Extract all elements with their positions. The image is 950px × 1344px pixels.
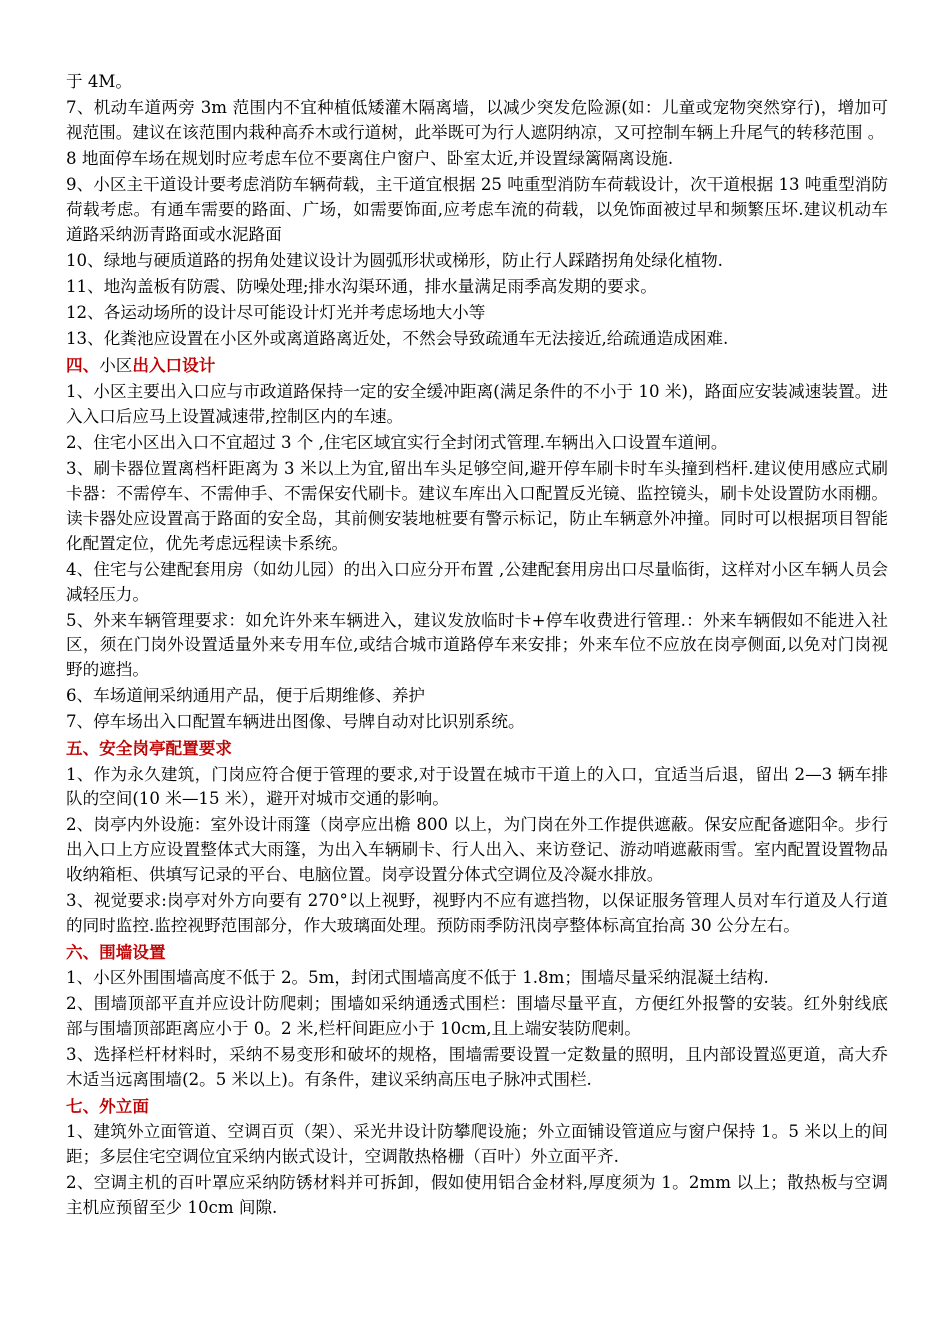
paragraph: 1、作为永久建筑，门岗应符合便于管理的要求,对于设置在城市干道上的入口，宜适当后退，留出 2—3 辆车排队的空间(10 米—15 米），避开对城市交通的影响。 <box>66 764 888 809</box>
paragraph: 2、岗亭内外设施：室外设计雨篷（岗亭应出檐 800 以上，为门岗在外工作提供遮蔽。保安应配备遮阳伞。步行出入口上方应设置整体式大雨篷，为出入车辆刷卡、行人出入、来访登记、游动哨遮蔽雨雪。室内配置设置物品收纳箱柜、供填写记录的平台、电脑位置。岗亭设置分体式空调位及冷凝水排放。 <box>66 815 888 885</box>
paragraph: 7、停车场出入口配置车辆进出图像、号牌自动对比识别系统。 <box>66 712 525 732</box>
paragraph: 2、空调主机的百叶罩应采纳防锈材料并可拆卸，假如使用铝合金材料,厚度须为 1。2mm 以上；散热板与空调主机应预留至少 10cm 间隙. <box>66 1172 888 1217</box>
section-facade <box>66 1120 888 1220</box>
paragraph: 2、围墙顶部平直并应设计防爬刺；围墙如采纳通透式围栏：围墙尽量平直，方便红外报警的安装。红外射线底部与围墙顶部距离应小于 0。2 米,栏杆间距应小于 10cm,且上端安装防爬刺。 <box>66 994 888 1039</box>
paragraph: 5、外来车辆管理要求：如允许外来车辆进入，建议发放临时卡+停车收费进行管理.：外来车辆假如不能进入社区，须在门岗外设置适量外来专用车位,或结合城市道路停车来安排；外来车位不应放在岗亭侧面,以免对门岗视野的遮挡。 <box>66 610 888 680</box>
section-heading-wall: 六、围墙设置 <box>66 942 166 963</box>
paragraph: 3、选择栏杆材料时，采纳不易变形和破坏的规格，围墙需要设置一定数量的照明，且内部设置巡更道，高大乔木适当远离围墙(2。5 米以上)。有条件，建议采纳高压电子脉冲式围栏. <box>66 1045 888 1089</box>
paragraph: 3、视觉要求:岗亭对外方向要有 270°以上视野，视野内不应有遮挡物，以保证服务管理人员对车行道及人行道的同时监控.监控视野范围部分，作大玻璃面处理。预防雨季防汛岗亭整体标高宜抬高 30 公分左右。 <box>66 891 888 935</box>
paragraph: 13、化粪池应设置在小区外或离道路离近处，不然会导致疏通车无法接近,给疏通造成困难. <box>66 329 729 349</box>
paragraph: 1、小区外围围墙高度不低于 2。5m，封闭式围墙高度不低于 1.8m；围墙尽量采纳混凝土结构. <box>66 968 769 988</box>
section-heading-facade: 七、外立面 <box>66 1096 149 1116</box>
top-list <box>66 70 888 352</box>
paragraph: 7、机动车道两旁 3m 范围内不宜种植低矮灌木隔离墙，以减少突发危险源(如：儿童或宠物突然穿行)，增加可视范围。建议在该范围内栽种高乔木或行道树，此举既可为行人遮阴纳凉，又可控制车辆上升尾气的转移范围 。 <box>66 98 888 142</box>
section-wall <box>66 966 888 1093</box>
paragraph: 于 4M。 <box>66 72 133 91</box>
heading-prefix: 四、 <box>66 355 100 376</box>
paragraph: 6、车场道闸采纳通用产品，便于后期维修、养护 <box>66 686 426 706</box>
paragraph: 4、住宅与公建配套用房（如幼儿园）的出入口应分开布置 ,公建配套用房出口尽量临街，这样对小区车辆人员会减轻压力。 <box>66 559 888 604</box>
paragraph: 1、建筑外立面管道、空调百页（架）、采光井设计防攀爬设施；外立面铺设管道应与窗户保持 1。5 米以上的间距；多层住宅空调位宜采纳内嵌式设计，空调散热格栅（百叶）外立面平齐. <box>66 1122 888 1166</box>
paragraph: 2、住宅小区出入口不宜超过 3 个 ,住宅区域宜实行全封闭式管理.车辆出入口设置车道闸。 <box>66 433 728 453</box>
paragraph: 3、刷卡器位置离档杆距离为 3 米以上为宜,留出车头足够空间,避开停车刷卡时车头撞到档杆.建议使用感应式刷卡器：不需停车、不需伸手、不需保安代刷卡。建议车库出入口配置反光镜、监控镜头，刷卡处设置防水雨棚。读卡器处应设置高于路面的安全岛，其前侧安装地桩要有警示标记，防止车辆意外冲撞。同时可以根据项目智能化配置定位，优先考虑远程读卡系统。 <box>66 459 888 553</box>
paragraph: 12、各运动场所的设计尽可能设计灯光并考虑场地大小等 <box>66 302 486 322</box>
document-page <box>66 0 888 1222</box>
heading-mid: 小区 <box>99 356 133 376</box>
paragraph: 1、小区主要出入口应与市政道路保持一定的安全缓冲距离(满足条件的不小于 10 米)，路面应安装减速装置。进入入口后应马上设置减速带,控制区内的车速。 <box>66 382 888 427</box>
paragraph: 11、地沟盖板有防震、防噪处理;排水沟渠环通，排水量满足雨季高发期的要求。 <box>66 276 657 296</box>
section-heading-entrance <box>66 353 888 379</box>
section-entrance <box>66 380 888 735</box>
heading-suffix: 出入口设计 <box>132 355 216 376</box>
section-heading-guardhouse: 五、安全岗亭配置要求 <box>66 738 232 759</box>
paragraph: 10、绿地与硬质道路的拐角处建议设计为圆弧形状或梯形，防止行人踩踏拐角处绿化植物. <box>66 250 723 270</box>
paragraph: 8 地面停车场在规划时应考虑车位不要离住户窗户、卧室太近,并设置绿篱隔离设施. <box>66 148 674 168</box>
paragraph: 9、小区主干道设计要考虑消防车辆荷载，主干道宜根据 25 吨重型消防车荷载设计，次干道根据 13 吨重型消防荷载考虑。有通车需要的路面、广场，如需要饰面,应考虑车流的荷载，以免饰面被过早和频繁压坏.建议机动车道路采纳沥青路面或水泥路面 <box>66 175 888 244</box>
section-guardhouse <box>66 763 888 939</box>
